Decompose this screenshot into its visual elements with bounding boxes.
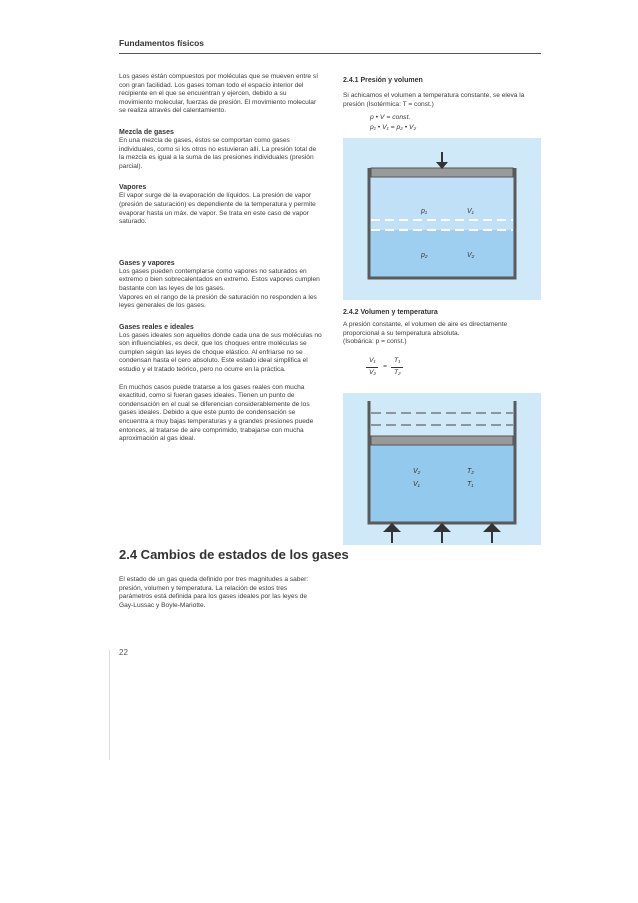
section-text: El estado de un gas queda definido por tres magnitudes a saber: presión, volumen y temperatura. La relación de estos tres parámetros está definida para los gases ideales por las leyes de Gay-Lussac y Boyle-Mariotte.	[119, 576, 309, 609]
text-2-4-1	[343, 92, 541, 109]
heading-2-4-1: 2.4.1 Presión y volumen	[343, 77, 423, 84]
frac-v2: V₂	[369, 369, 377, 376]
left-column	[119, 73, 322, 444]
header-rule	[119, 53, 541, 54]
formula-pv-const: p • V = const.	[370, 114, 411, 121]
figure1-piston	[371, 168, 513, 177]
vapores-heading: Vapores	[119, 184, 147, 192]
figure-pressure-volume	[343, 138, 541, 300]
figure2-label-v2: V₂	[413, 468, 421, 475]
gases-vapores-paragraph-2: Vapores en el rango de la presión de saturación no responden a les leyes generales de los gases.	[119, 293, 317, 310]
figure2-label-t2: T₂	[467, 468, 474, 475]
text-2-4-2-content: A presión constante, el volumen de aire es directamente proporcional a su temperatura absoluta.	[343, 321, 508, 337]
frac-v1: V₁	[369, 357, 376, 364]
figure1-gas-compressed	[369, 230, 515, 278]
reales-paragraph-2: En muchos casos puede tratarse a los gases reales con mucha exactitud, como si fueran gases ideales. Tienen un punto de condensación en el cual se diferencian considerablemente de los gases ideales. Debido a que este punto de condensación se encuentra a muy bajas temperaturas y a grandes presiones puede entonces, al tratarse de aire comprimido, trabajarse con mucha aproximación al gas ideal.	[119, 383, 314, 443]
frac-bar-left	[366, 367, 378, 368]
figure2-label-v1: V₁	[413, 481, 420, 488]
mezcla-heading: Mezcla de gases	[119, 128, 174, 136]
gases-vapores-paragraph: Los gases pueden contemplarse como vapores no saturados en extremo o bien sobrecalentados en extremo. Estos vapores cumplen bastante con las leyes de los gases.	[119, 267, 320, 292]
figure1-label-v2: V₂	[467, 252, 475, 259]
intro-paragraph: Los gases están compuestos por moléculas que se mueven entre sí con gran facilidad. Los gases toman todo el espacio interior del recipiente en el que se encuentran y ejercen, debido a su movimiento molecular, fuerzas de presión. El movimiento molecular se realiza através del calentamiento.	[119, 73, 319, 115]
figure1-label-p2: p₂	[421, 252, 428, 259]
figure-volume-temperature	[343, 393, 541, 545]
text-2-4-2-isobaric: (Isobárica: p = const.)	[343, 338, 407, 346]
text-2-4-2	[343, 321, 541, 347]
mezcla-paragraph: En una mezcla de gases, éstos se comportan como gases individuales, como si los otros no estuvieran allí. La presión total de la mezcla es igual a la suma de las presiones individuales (presión parcial).	[119, 136, 317, 170]
section-title: 2.4 Cambios de estados de los gases	[119, 547, 349, 562]
reales-heading: Gases reales e ideales	[119, 323, 194, 331]
reales-paragraph: Los gases ideales son aquellos donde cada una de sus moléculas no son influenciables, es decir, que los choques entre moléculas se cumplen según las leyes de choque elástico. Al enfriarse no se condensan hasta el cero absoluto. Este estado ideal simplifica el estudio y el tratado teórico, pero no ocurre en la práctica.	[119, 331, 322, 374]
figure2-label-t1: T₁	[467, 481, 474, 488]
formula-gay-lussac	[366, 357, 410, 387]
figure2-piston	[371, 436, 513, 445]
gases-vapores-heading: Gases y vapores	[119, 259, 175, 267]
figure1-label-v1: V₁	[467, 208, 474, 215]
frac-equals: =	[383, 363, 387, 370]
margin-line	[109, 650, 110, 760]
section-paragraph	[119, 576, 322, 610]
figure1-label-p1: p₁	[421, 208, 428, 215]
figure2-gas	[369, 445, 515, 523]
heading-2-4-2: 2.4.2 Volumen y temperatura	[343, 309, 438, 316]
page-number: 22	[119, 648, 128, 657]
page-header: Fundamentos físicos	[119, 38, 205, 48]
text-2-4-1-content: Si achicamos el volumen a temperatura constante, se eleva la presión (Isotérmica: T = const.)	[343, 92, 525, 108]
formula-boyle: p₁ • V₁ = p₂ • V₂	[370, 124, 417, 131]
vapores-paragraph: El vapor surge de la evaporación de líquidos. La presión de vapor (presión de saturación) es dependiente de la temperatura y permite evaporar hasta un máx. de vapor. Se trata en este caso de vapor saturado.	[119, 192, 316, 226]
frac-t1: T₁	[394, 357, 401, 364]
frac-t2: T₂	[394, 369, 401, 376]
frac-bar-right	[391, 367, 403, 368]
